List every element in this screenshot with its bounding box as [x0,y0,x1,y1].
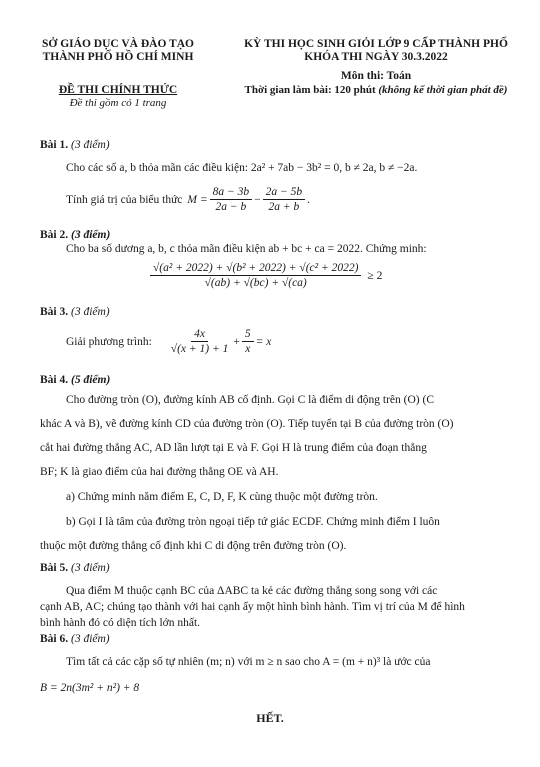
problem-5-line-1: Qua điểm M thuộc cạnh BC của ΔABC ta kẻ các đường thẳng song song với các [66,585,438,597]
problem-1-heading [40,139,110,151]
problem-2-heading [40,229,110,241]
problem-6-line-1: Tìm tất cả các cặp số tự nhiên (m; n) với m ≥ n sao cho A = (m + n)³ là ước của [66,656,431,668]
problem-4-part-b-line-1: b) Gọi I là tâm của đường tròn ngoại tiếp tứ giác ECDF. Chứng minh điểm I luôn [66,516,440,528]
problem-5-heading [40,562,110,574]
problem-3-equation [66,328,271,355]
problem-2-ge: ≥ 2 [367,269,383,282]
problem-4-line-4: BF; K là giao điểm của hai đường thẳng OE và AH. [40,466,279,478]
subject: Môn thi: Toán [340,70,412,82]
problem-5-line-2: cạnh AB, AC; chúng tạo thành với hai cạnh ấy một hình bình hành. Tìm vị trí của M để hình [40,601,465,613]
problem-6-heading [40,633,110,645]
problem-6-points: (3 điểm) [71,633,110,645]
problem-4-part-a: a) Chứng minh năm điểm E, C, D, F, K cùng thuộc một đường tròn. [66,491,378,503]
problem-1-fraction-1 [210,186,253,213]
problem-1-condition: Cho các số a, b thỏa mãn các điều kiện: 2a² + 7ab − 3b² = 0, b ≠ 2a, b ≠ −2a. [66,162,418,174]
problem-5-line-3: bình hành đó có diện tích lớn nhất. [40,617,201,629]
p3-fraction-2-numerator: 5 [242,328,254,342]
pages-note: Đề thi gồm có 1 trang [69,97,167,109]
problem-1-fraction-2 [263,186,306,213]
problem-3-heading [40,306,110,318]
time-note: (không kể thời gian phát đề) [378,84,508,96]
exam-title [222,38,530,64]
time-line [222,84,530,96]
problem-2-denominator: √(ab) + √(bc) + √(ca) [204,277,307,289]
fraction-1-numerator: 8a − 3b [210,186,253,200]
problem-4-points: (5 điểm) [71,374,111,386]
problem-1-points: (3 điểm) [71,139,110,151]
problem-6-line-2: B = 2n(3m² + n²) + 8 [40,682,140,694]
problem-4-part-b-line-2: thuộc một đường thẳng cố định khi C di động trên đường tròn (O). [40,540,347,552]
fraction-2-numerator: 2a − 5b [263,186,306,200]
time-label: Thời gian làm bài: 120 phút [244,84,376,96]
problem-4-title: Bài 4. [40,374,69,386]
problem-2-points: (3 điểm) [71,229,111,241]
problem-1-prompt: Tính giá trị của biểu thức [66,193,183,206]
problem-5-points: (3 điểm) [71,562,110,574]
problem-4-heading [40,374,110,386]
problem-2-condition: Cho ba số dương a, b, c thỏa mãn điều kiện ab + bc + ca = 2022. Chứng minh: [66,243,427,255]
problem-3-fraction-1 [168,328,232,355]
problem-1-title: Bài 1. [40,139,69,151]
period: . [307,193,311,206]
department-line2: THÀNH PHỐ HỒ CHÍ MINH [42,51,194,63]
plus-sign: + [233,335,240,348]
problem-2-inequality [148,262,382,289]
fraction-1-denominator: 2a − b [215,201,247,213]
p3-rhs: = x [255,335,272,348]
minus-sign: − [254,193,261,206]
problem-2-fraction [150,262,361,289]
problem-4-line-3: cắt hai đường thẳng AC, AD lần lượt tại E và F. Gọi H là trung điểm của đoạn thẳng [40,442,427,454]
p3-fraction-1-denominator: √(x + 1) + 1 [170,343,229,355]
problem-4-line-1: Cho đường tròn (O), đường kính AB cố định. Gọi C là điểm di động trên (O) (C [66,394,434,406]
problem-1-M: M = [187,193,208,206]
problem-3-fraction-2 [242,328,254,355]
problem-1-expression [66,186,310,213]
problem-2-numerator: √(a² + 2022) + √(b² + 2022) + √(c² + 2022) [150,262,361,276]
problem-3-points: (3 điểm) [71,306,110,318]
exam-title-line2: KHÓA THI NGÀY 30.3.2022 [304,51,448,63]
fraction-2-denominator: 2a + b [268,201,300,213]
p3-fraction-1-numerator: 4x [191,328,208,342]
problem-5-title: Bài 5. [40,562,69,574]
exam-title-line1: KỲ THI HỌC SINH GIỎI LỚP 9 CẤP THÀNH PHỐ [244,38,508,50]
problem-4-line-2: khác A và B), vẽ đường kính CD của đường tròn (O). Tiếp tuyến tại B của đường tròn (O) [40,418,454,430]
department-name [18,38,218,64]
problem-6-title: Bài 6. [40,633,69,645]
official-exam-label: ĐỀ THI CHÍNH THỨC [58,84,178,96]
end-marker: HẾT. [256,711,284,725]
problem-3-prompt: Giải phương trình: [66,335,152,348]
department-line1: SỞ GIÁO DỤC VÀ ĐÀO TẠO [42,38,194,50]
p3-fraction-2-denominator: x [245,343,251,355]
problem-3-title: Bài 3. [40,306,69,318]
problem-2-title: Bài 2. [40,229,69,241]
